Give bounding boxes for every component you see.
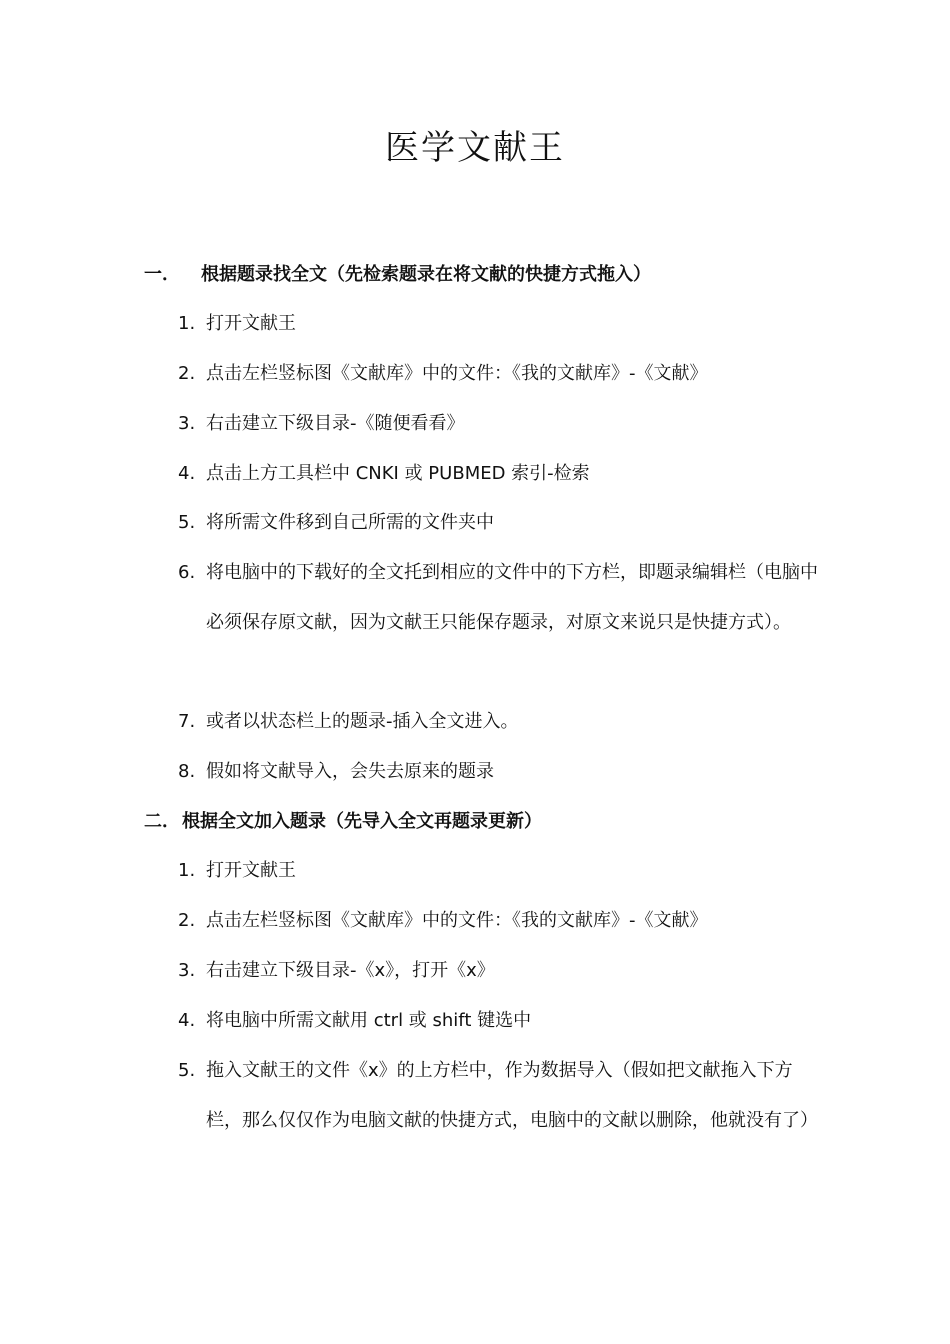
- section-title: 根据题录找全文（先检索题录在将文献的快捷方式拖入）: [201, 264, 651, 285]
- item-number: 5.: [178, 1060, 196, 1081]
- item-text: 将所需文件移到自己所需的文件夹中: [206, 512, 494, 533]
- list-item: [178, 349, 818, 399]
- section-number: 二．: [144, 811, 180, 832]
- item-text: 或者以状态栏上的题录-插入全文进入。: [206, 711, 519, 732]
- item-number: 2.: [178, 910, 196, 931]
- list-item: [178, 747, 818, 797]
- section-number: 一．: [144, 264, 180, 285]
- list-item: [178, 299, 818, 349]
- list-item: [178, 548, 818, 648]
- item-number: 1.: [178, 313, 196, 334]
- document-title: 医学文献王: [385, 128, 565, 168]
- item-text: 点击左栏竖标图《文献库》中的文件：《我的文献库》-《文献》: [206, 363, 708, 384]
- item-number: 6.: [178, 562, 196, 583]
- list-item: [178, 896, 818, 946]
- item-text: 右击建立下级目录-《随便看看》: [206, 413, 465, 434]
- item-text: 拖入文献王的文件《x》的上方栏中，作为数据导入（假如把文献拖入下方栏，那么仅仅作为电脑文献的快捷方式，电脑中的文献以删除，他就没有了）: [206, 1060, 818, 1131]
- item-number: 5.: [178, 512, 196, 533]
- list-item: [178, 697, 818, 747]
- item-number: 3.: [178, 960, 196, 981]
- item-text: 打开文献王: [206, 860, 296, 881]
- item-text: 右击建立下级目录-《x》，打开《x》: [206, 960, 495, 981]
- item-text: 将电脑中的下载好的全文托到相应的文件中的下方栏，即题录编辑栏（电脑中必须保存原文献，因为文献王只能保存题录，对原文来说只是快捷方式）。: [206, 562, 818, 633]
- item-text: 点击上方工具栏中 CNKI 或 PUBMED 索引-检索: [206, 463, 590, 484]
- item-number: 3.: [178, 413, 196, 434]
- list-item: [178, 996, 818, 1046]
- list-item: [178, 498, 818, 548]
- item-number: 1.: [178, 860, 196, 881]
- list-item: [178, 1046, 818, 1146]
- section-heading-2: [144, 809, 542, 835]
- list-item: [178, 399, 818, 449]
- item-text: 假如将文献导入，会失去原来的题录: [206, 761, 494, 782]
- item-number: 7.: [178, 711, 196, 732]
- section-heading-1: [144, 262, 651, 288]
- list-item: [178, 846, 818, 896]
- section-title: 根据全文加入题录（先导入全文再题录更新）: [182, 811, 542, 832]
- item-number: 2.: [178, 363, 196, 384]
- list-item: [178, 946, 818, 996]
- item-number: 4.: [178, 463, 196, 484]
- item-number: 8.: [178, 761, 196, 782]
- item-text: 打开文献王: [206, 313, 296, 334]
- list-item: [178, 449, 818, 499]
- item-text: 点击左栏竖标图《文献库》中的文件：《我的文献库》-《文献》: [206, 910, 708, 931]
- item-text: 将电脑中所需文献用 ctrl 或 shift 键选中: [206, 1010, 532, 1031]
- item-number: 4.: [178, 1010, 196, 1031]
